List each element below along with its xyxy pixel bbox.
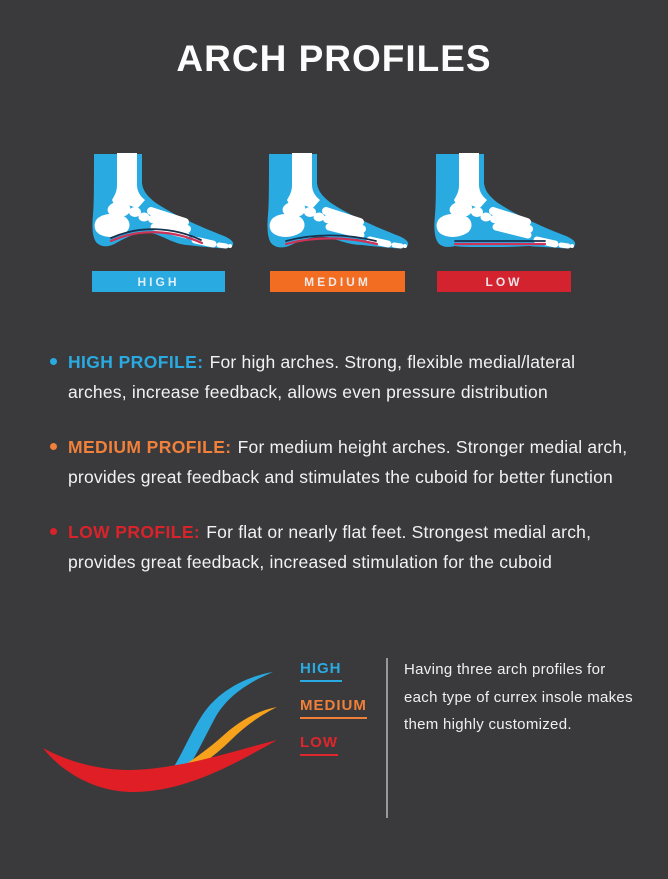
bullet-lead: MEDIUM PROFILE: xyxy=(68,437,232,457)
bullet-text xyxy=(68,347,634,407)
bullet-body: For flat or nearly flat feet. Strongest medial arch, provides great feedback, increased stimulation for the cuboid xyxy=(68,522,592,572)
legend-label: LOW xyxy=(300,734,338,756)
page-title: ARCH PROFILES xyxy=(176,38,492,79)
vertical-divider xyxy=(386,658,388,818)
legend-item-high xyxy=(300,660,367,682)
bullet-text xyxy=(68,517,634,577)
arch-label-bar-medium: MEDIUM xyxy=(270,271,405,292)
bullet-body: For high arches. Strong, flexible medial/lateral arches, increase feedback, allows even pressure distribution xyxy=(68,352,576,402)
arch-label-bar-high: HIGH xyxy=(92,271,225,292)
legend-label: HIGH xyxy=(300,660,342,682)
bullet-dot xyxy=(50,443,57,450)
legend-label: MEDIUM xyxy=(300,697,367,719)
bullet-item-low xyxy=(50,517,634,577)
bullet-lead: HIGH PROFILE: xyxy=(68,352,204,372)
bullet-body: For medium height arches. Stronger medial arch, provides great feedback and stimulates the cuboid for better function xyxy=(68,437,628,487)
bullet-list xyxy=(50,347,634,602)
swoosh-legend xyxy=(300,660,367,771)
foot-arch-low-icon xyxy=(427,145,577,260)
bullet-item-medium xyxy=(50,432,634,492)
foot-arch-high-icon xyxy=(85,145,235,260)
bullet-dot xyxy=(50,528,57,535)
foot-arch-medium-icon xyxy=(260,145,410,260)
legend-item-low xyxy=(300,734,367,756)
arch-label-bar-low: LOW xyxy=(437,271,571,292)
bullet-text xyxy=(68,432,634,492)
bullet-lead: LOW PROFILE: xyxy=(68,522,201,542)
bullet-dot xyxy=(50,358,57,365)
bullet-item-high xyxy=(50,347,634,407)
note-text: Having three arch profiles for each type of currex insole makes them highly customized. xyxy=(404,661,633,733)
legend-item-medium xyxy=(300,697,367,719)
arch-swoosh-icon xyxy=(33,648,295,820)
